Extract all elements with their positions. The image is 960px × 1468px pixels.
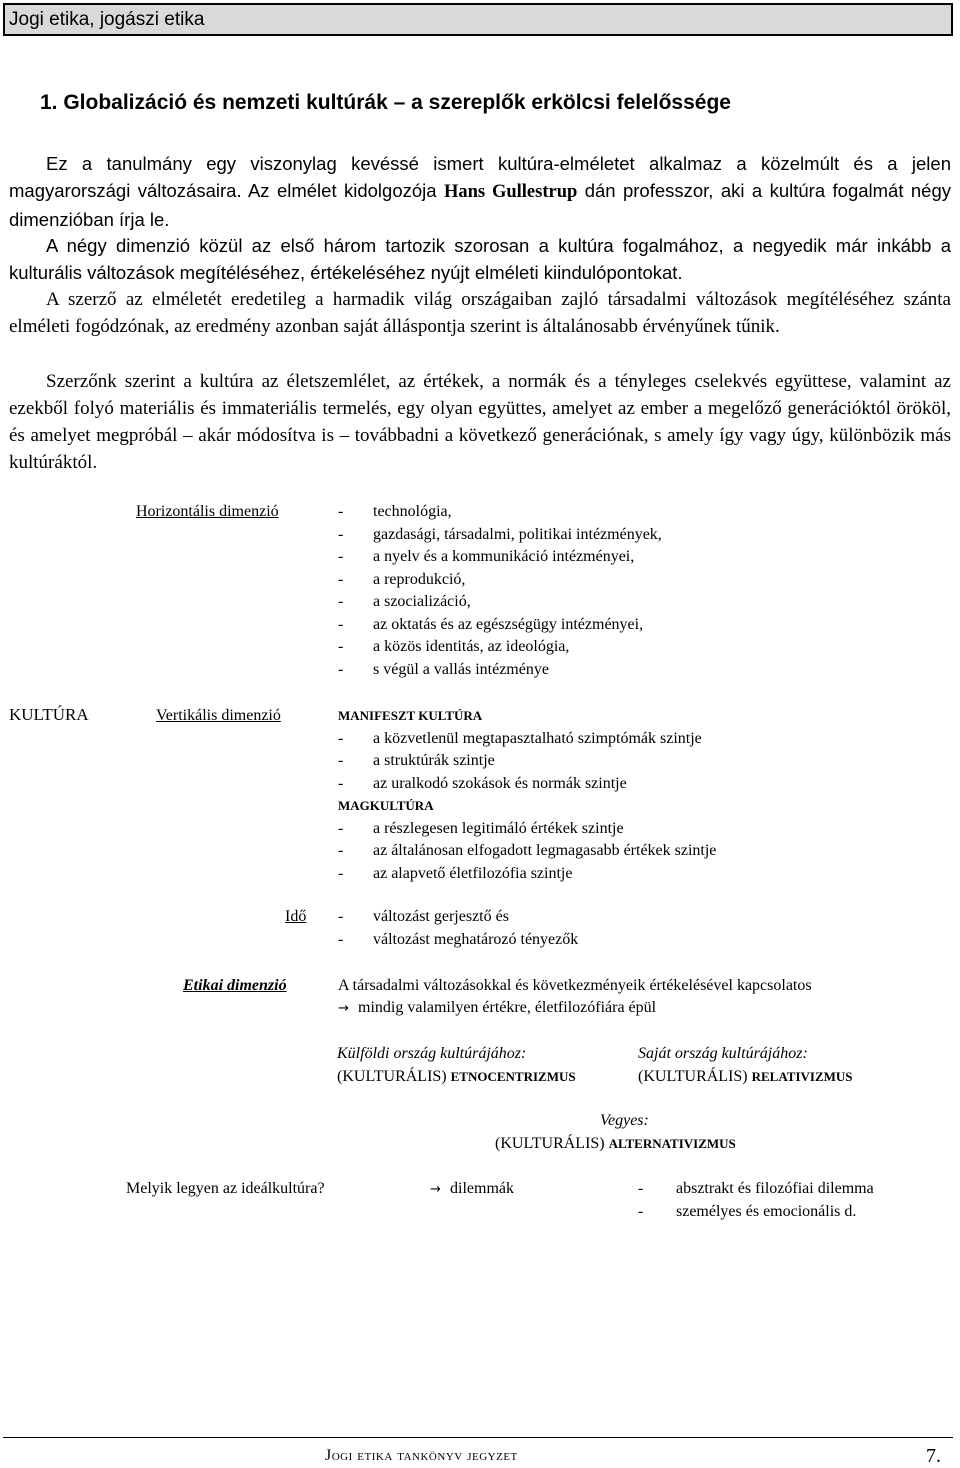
list-item: - a szocializáció, <box>338 593 471 610</box>
dilemma-label: dilemmák <box>450 1180 514 1197</box>
list-item: - gazdasági, társadalmi, politikai intézmények, <box>338 525 662 543</box>
intro-paragraph-2: A négy dimenzió közül az első három tartozik szorosan a kultúra fogalmához, a negyedik már inkább a kulturális változások megítéléséhez, értékeléséhez nyújt elméleti kiindulópontokat. <box>9 235 951 283</box>
paragraph-3: A szerző az elméletét eredetileg a harmadik világ országaiban zajló társadalmi változások megítéléséhez szánta elméleti fogódzónak, az eredmény azonban saját álláspontja szerint is általánosabb érvényűnek tűnik. <box>9 289 951 337</box>
page-number: 7. <box>926 1445 941 1467</box>
dilemma-list <box>638 1178 874 1223</box>
foreign-culture-title: Külföldi ország kultúrájához: <box>337 1045 527 1062</box>
ideal-culture-question: Melyik legyen az ideálkultúra? <box>126 1180 325 1197</box>
list-item: - absztrakt és filozófiai dilemma <box>638 1180 874 1197</box>
arrow-right-icon: → <box>430 1182 441 1197</box>
kultura-label: KULTÚRA <box>9 705 89 724</box>
time-dimension-label: Idő <box>285 908 307 925</box>
list-item: - s végül a vallás intézménye <box>338 660 549 678</box>
paragraph-4: Szerzőnk szerint a kultúra az életszemlélet, az értékek, a normák és a tényleges cselekvés együttese, valamint az ezekből folyó materiális és immateriális termelés, egy olyan együttes, amelyet az ember a megelőző generációktól örököl, és amelyet megpróbál – akár módosítva is – továbbadni a következő generációnak, s amely így vagy úgy, különbözik más kultúráktól. <box>9 371 951 473</box>
footer-rule <box>3 1437 953 1438</box>
core-culture-heading: MAGKULTÚRA <box>338 798 434 813</box>
header-title: Jogi etika, jogászi etika <box>9 9 205 30</box>
horizontal-list <box>338 501 662 681</box>
list-item: - a nyelv és a kommunikáció intézményei, <box>338 548 635 565</box>
own-culture-title: Saját ország kultúrájához: <box>638 1045 808 1062</box>
list-item: - az oktatás és az egészségügy intézményei, <box>338 615 644 633</box>
list-item: - személyes és emocionális d. <box>638 1202 857 1220</box>
list-item: - az uralkodó szokások és normák szintje <box>338 774 627 792</box>
intro-paragraph: Ez a tanulmány egy viszonylag kevéssé ismert kultúra-elméletet alkalmaz a közelmúlt és a jelen magyarországi változásaira. Az elmélet kidolgozója Hans Gullestrup dán professzor, aki a kultúra fogalmát négy dimenzióban írja le. <box>9 153 951 230</box>
time-list <box>338 906 578 951</box>
horizontal-dimension-label: Horizontális dimenzió <box>136 503 279 520</box>
list-item: - változást meghatározó tényezők <box>338 930 579 948</box>
footer-text: Jogi etika tankönyv jegyzet <box>325 1447 518 1464</box>
author-name: Hans Gullestrup <box>443 182 578 202</box>
alternativism: (KULTURÁLIS) ALTERNATIVIZMUS <box>495 1135 736 1152</box>
ethical-line-2: → mindig valamilyen értékre, életfilozófiára épül <box>338 997 656 1021</box>
ethical-line-1: A társadalmi változásokkal és következményeik értékelésével kapcsolatos <box>338 977 812 994</box>
list-item: - a közvetlenül megtapasztalható szimptómák szintje <box>338 729 702 747</box>
list-item: - az általánosan elfogadott legmagasabb értékek szintje <box>338 842 717 859</box>
list-item: - technológia, <box>338 503 452 520</box>
dilemma-arrow <box>430 1178 514 1202</box>
list-item: - az alapvető életfilozófia szintje <box>338 864 573 882</box>
list-item: - változást gerjesztő és <box>338 908 509 925</box>
list-item: - a reprodukció, <box>338 570 466 588</box>
vertical-dimension-label: Vertikális dimenzió <box>156 707 281 724</box>
ethnocentrism: (KULTURÁLIS) ETNOCENTRIZMUS <box>337 1068 576 1085</box>
vertical-list <box>338 705 716 885</box>
manifest-culture-heading: MANIFESZT KULTÚRA <box>338 708 483 723</box>
arrow-right-icon: → <box>338 1001 349 1016</box>
list-item: - a struktúrák szintje <box>338 752 495 769</box>
list-item: - a részlegesen legitimáló értékek szintje <box>338 819 624 837</box>
header-bar <box>3 3 953 36</box>
mixed-title: Vegyes: <box>600 1112 649 1129</box>
list-item: - a közös identitás, az ideológia, <box>338 638 570 655</box>
relativism: (KULTURÁLIS) RELATIVIZMUS <box>638 1068 853 1085</box>
ethical-dimension-label: Etikai dimenzió <box>183 977 287 994</box>
section-heading: 1. Globalizáció és nemzeti kultúrák – a szereplők erkölcsi felelőssége <box>40 91 731 114</box>
